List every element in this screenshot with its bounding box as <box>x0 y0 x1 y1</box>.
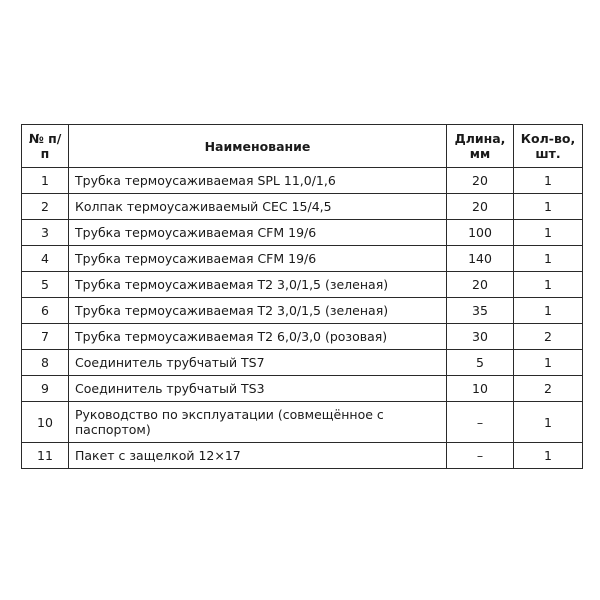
cell-num: 5 <box>22 272 69 298</box>
header-length: Длина, мм <box>447 125 514 168</box>
cell-qty: 1 <box>514 272 583 298</box>
cell-qty: 1 <box>514 443 583 469</box>
cell-name: Пакет с защелкой 12×17 <box>69 443 447 469</box>
header-qty: Кол-во, шт. <box>514 125 583 168</box>
table-header <box>22 125 583 168</box>
cell-num: 1 <box>22 168 69 194</box>
cell-name: Руководство по эксплуатации (совмещённое с паспортом) <box>69 402 447 443</box>
cell-length: – <box>447 443 514 469</box>
cell-num: 6 <box>22 298 69 324</box>
cell-length: 20 <box>447 272 514 298</box>
cell-length: 35 <box>447 298 514 324</box>
cell-name: Трубка термоусаживаемая Т2 6,0/3,0 (розовая) <box>69 324 447 350</box>
cell-name: Колпак термоусаживаемый CEC 15/4,5 <box>69 194 447 220</box>
cell-qty: 1 <box>514 246 583 272</box>
cell-length: 5 <box>447 350 514 376</box>
table-row <box>22 272 583 298</box>
cell-qty: 1 <box>514 402 583 443</box>
cell-qty: 1 <box>514 194 583 220</box>
cell-length: 20 <box>447 168 514 194</box>
table-row <box>22 220 583 246</box>
table-row <box>22 402 583 443</box>
cell-name: Трубка термоусаживаемая SPL 11,0/1,6 <box>69 168 447 194</box>
cell-qty: 1 <box>514 220 583 246</box>
cell-length: 30 <box>447 324 514 350</box>
cell-qty: 2 <box>514 376 583 402</box>
cell-length: 20 <box>447 194 514 220</box>
cell-name: Трубка термоусаживаемая CFM 19/6 <box>69 246 447 272</box>
cell-name: Трубка термоусаживаемая Т2 3,0/1,5 (зеленая) <box>69 298 447 324</box>
parts-table <box>21 124 583 469</box>
table-row <box>22 324 583 350</box>
cell-name: Трубка термоусаживаемая Т2 3,0/1,5 (зеленая) <box>69 272 447 298</box>
cell-qty: 1 <box>514 168 583 194</box>
cell-num: 9 <box>22 376 69 402</box>
cell-num: 10 <box>22 402 69 443</box>
cell-length: 140 <box>447 246 514 272</box>
cell-num: 2 <box>22 194 69 220</box>
cell-name: Соединитель трубчатый TS7 <box>69 350 447 376</box>
header-num: № п/п <box>22 125 69 168</box>
cell-qty: 2 <box>514 324 583 350</box>
table-row <box>22 350 583 376</box>
cell-num: 3 <box>22 220 69 246</box>
table-row <box>22 246 583 272</box>
table-row <box>22 168 583 194</box>
cell-length: 10 <box>447 376 514 402</box>
header-name: Наименование <box>69 125 447 168</box>
cell-length: 100 <box>447 220 514 246</box>
cell-num: 11 <box>22 443 69 469</box>
cell-num: 4 <box>22 246 69 272</box>
cell-qty: 1 <box>514 298 583 324</box>
cell-name: Соединитель трубчатый TS3 <box>69 376 447 402</box>
table-row <box>22 298 583 324</box>
header-row <box>22 125 583 168</box>
cell-name: Трубка термоусаживаемая CFM 19/6 <box>69 220 447 246</box>
table-row <box>22 194 583 220</box>
table-body <box>22 168 583 469</box>
table-row <box>22 443 583 469</box>
cell-qty: 1 <box>514 350 583 376</box>
table-row <box>22 376 583 402</box>
cell-length: – <box>447 402 514 443</box>
cell-num: 8 <box>22 350 69 376</box>
cell-num: 7 <box>22 324 69 350</box>
